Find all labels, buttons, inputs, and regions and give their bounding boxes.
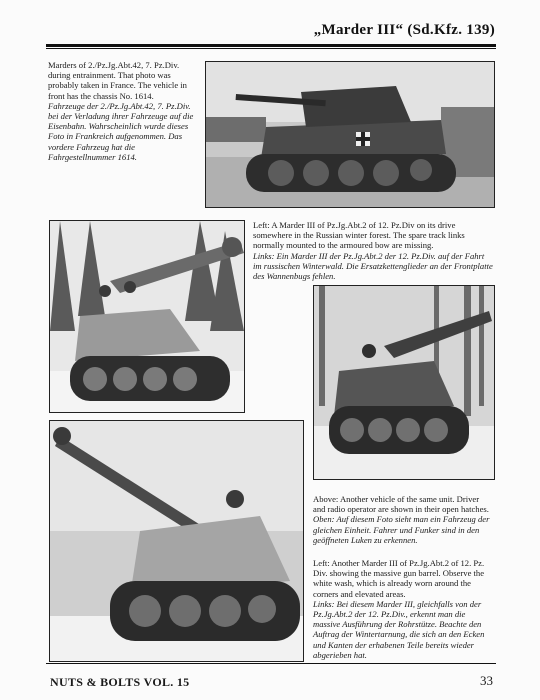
page-number: 33 xyxy=(480,673,493,688)
footer-title: NUTS & BOLTS VOL. 15 xyxy=(50,675,190,689)
footer-rule xyxy=(46,663,496,664)
page-header-title: „Marder III“ (Sd.Kfz. 139) xyxy=(313,22,495,38)
caption-bottom-right-1 xyxy=(313,494,493,545)
caption-bottom-right-2-de: Links: Bei diesem Marder III, gleichfalls von der Pz.Jg.Abt.2 der 12. Pz.Div., erkennt man die massive Ausführung der Rohrstütze. Beachte den Auftrag der Wintertarnung, die sich an den Ecken und Kanten der erhabenen Teile bereits wieder abgerieben hat. xyxy=(313,598,485,660)
caption-bottom-right-1-en: Above: Another vehicle of the same unit. Driver and radio operator are shown in their open hatches. xyxy=(313,494,489,515)
photo-marder-open-hatches xyxy=(313,285,495,480)
photo-marder-entrainment xyxy=(205,61,495,208)
caption-middle-right xyxy=(253,220,493,281)
photo-marder-gun-barrel xyxy=(49,420,304,662)
caption-top-left-de: Fahrzeuge der 2./Pz.Jg.Abt.42, 7. Pz.Div. bei der Verladung ihrer Fahrzeuge auf die Eisenbahn. Wahrscheinlich wurde dieses Foto in Frankreich aufgenommen. Das vordere Fahrzeug hat die Fahrgestellnummer 1614. xyxy=(48,100,194,162)
caption-top-left-en: Marders of 2./Pz.Jg.Abt.42, 7. Pz.Div. during entrainment. That photo was probably taken in France. The vehicle in front has the chassis No. 1614. xyxy=(48,60,187,101)
caption-middle-right-de: Links: Ein Marder III der Pz.Jg.Abt.2 der 12. Pz.Div. auf der Fahrt im russischen Winterwald. Die Ersatzkettenglieder an der Frontplatte des Wannenbugs fehlen. xyxy=(253,250,493,282)
photo-marder-winter-forest xyxy=(49,220,245,413)
caption-bottom-right-2-en: Left: Another Marder III of Pz.Jg.Abt.2 of 12. Pz. Div. showing the massive gun barrel. Observe the white wash, which is already worn around the corners and elevated areas. xyxy=(313,558,485,599)
caption-bottom-right-1-de: Oben: Auf diesem Foto sieht man ein Fahrzeug der gleichen Einheit. Fahrer und Funker sind in den geöffneten Luken zu erkennen. xyxy=(313,514,490,545)
header-rule xyxy=(46,44,496,47)
caption-bottom-right-2 xyxy=(313,558,493,660)
caption-middle-right-en: Left: A Marder III of Pz.Jg.Abt.2 of 12. Pz.Div on its drive somewhere in the Russian winter forest. The spare track links normally mounted to the armoured bow are missing. xyxy=(253,220,465,251)
caption-top-left xyxy=(48,60,198,162)
header-rule-thin xyxy=(46,48,496,49)
